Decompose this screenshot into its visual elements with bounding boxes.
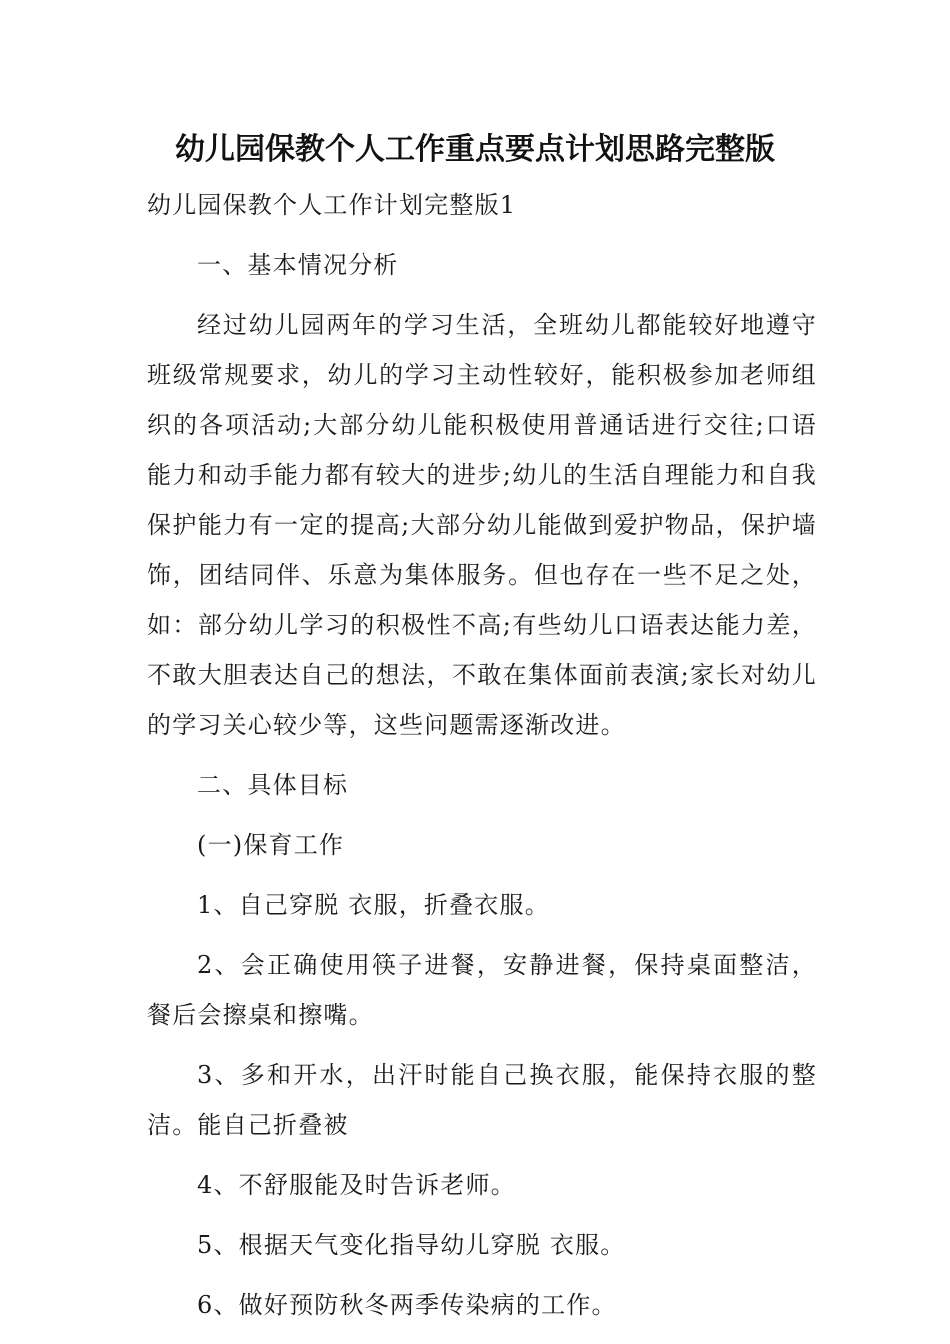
section-paragraph-basic-analysis: 经过幼儿园两年的学习生活，全班幼儿都能较好地遵守班级常规要求，幼儿的学习主动性较好，能积极参加老师组织的各项活动;大部分幼儿能积极使用普通话进行交往;口语能力和动手能力都有较大的进步;幼儿的生活自理能力和自我保护能力有一定的提高;大部分幼儿能做到爱护物品，保护墙饰，团结同伴、乐意为集体服务。但也存在一些不足之处，如：部分幼儿学习的积极性不高;有些幼儿口语表达能力差，不敢大胆表达自己的想法，不敢在集体面前表演;家长对幼儿的学习关心较少等，这些问题需逐渐改进。: [147, 311, 817, 739]
list-item: 3、多和开水，出汗时能自己换衣服，能保持衣服的整洁。能自己折叠被: [147, 1061, 817, 1139]
list-item: 6、做好预防秋冬两季传染病的工作。: [197, 1291, 617, 1319]
list-item: 1、自己穿脱 衣服，折叠衣服。: [197, 891, 550, 919]
document-body: [147, 180, 817, 1340]
section-heading-specific-goals: 二、具体目标: [197, 771, 349, 799]
section-heading-basic-analysis: 一、基本情况分析: [197, 251, 399, 279]
subsection-heading-care-work: (一)保育工作: [197, 831, 345, 859]
list-item: 5、根据天气变化指导幼儿穿脱 衣服。: [197, 1231, 626, 1259]
document-title: 幼儿园保教个人工作重点要点计划思路完整版: [175, 132, 775, 167]
list-item: 4、不舒服能及时告诉老师。: [197, 1171, 516, 1199]
list-item: 2、会正确使用筷子进餐，安静进餐，保持桌面整洁，餐后会擦桌和擦嘴。: [147, 951, 817, 1029]
document-subtitle: 幼儿园保教个人工作计划完整版1: [147, 191, 517, 219]
